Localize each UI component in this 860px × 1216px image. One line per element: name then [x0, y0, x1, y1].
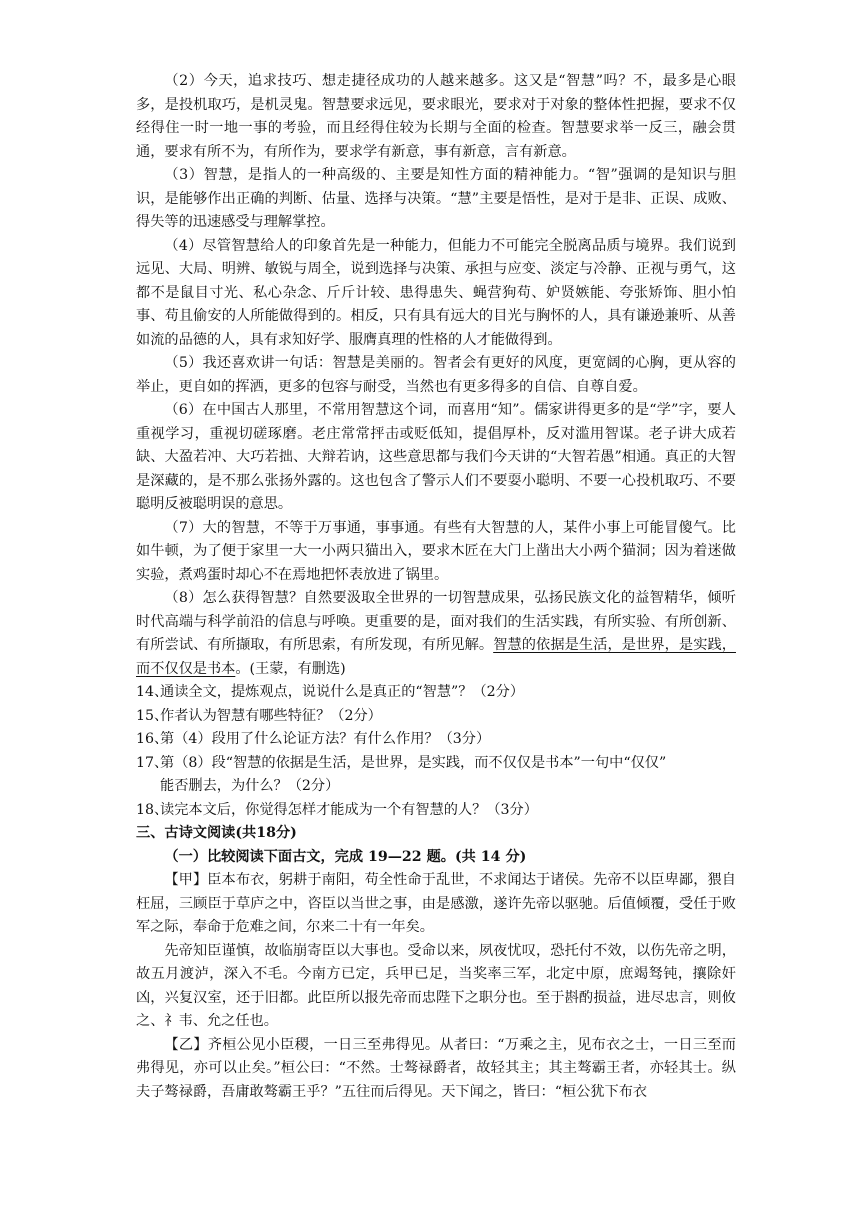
paragraph-5: （5）我还喜欢讲一句话：智慧是美丽的。智者会有更好的风度，更宽阔的心胸，更从容的举止，更自如的挥洒，更多的包容与耐受，当然也有更多得多的自信、自尊自爱。: [136, 355, 736, 395]
question-17-continued: 能否删去，为什么？（2分）: [160, 778, 340, 794]
question-17: [136, 752, 736, 776]
question-text: 作者认为智慧有哪些特征？（2分）: [160, 707, 382, 724]
question-number: 16、: [136, 731, 169, 747]
section-3-title: 三、古诗文阅读(共18分): [136, 825, 297, 841]
source-note: 。(王蒙，有删选): [235, 660, 346, 677]
question-number: 15、: [136, 707, 169, 724]
question-14: [136, 681, 736, 705]
paragraph-2: （2）今天，追求技巧、想走捷径成功的人越来越多。这又是“智慧”吗？不，最多是心眼多，是投机取巧，是机灵鬼。智慧要求远见，要求眼光，要求对于对象的整体性把握，要求不仅经得住一时一地一事的考验，而且经得住较为长期与全面的检查。智慧要求举一反三，融会贯通，要求有所不为，有所作为，要求学有新意，事有新意，言有新意。: [136, 73, 736, 160]
underlined-sentence: 智慧的依据是生活，是世界，是实践，而不仅仅是书本: [136, 637, 736, 677]
question-text: 读完本文后，你觉得怎样才能成为一个有智慧的人？（3分）: [160, 801, 538, 818]
question-number: 18、: [136, 801, 169, 818]
paragraph-8: [136, 587, 736, 681]
question-18: [136, 799, 736, 823]
subsection-1-title: （一）比较阅读下面古文，完成 19—22 题。(共 14 分): [164, 848, 527, 865]
paragraph-3: （3）智慧，是指人的一种高级的、主要是知性方面的精神能力。“智”强调的是知识与胆识，是能够作出正确的判断、估量、选择与决策。“慧”主要是悟性，是对于是非、正误、成败、得失等的迅速感受与理解掌控。: [136, 167, 736, 230]
question-text: 第（4）段用了什么论证方法？有什么作用？（3分）: [160, 731, 491, 747]
question-text: 通读全文，提炼观点，说说什么是真正的“智慧”？（2分）: [160, 684, 525, 700]
question-15: [136, 705, 736, 729]
question-16: [136, 728, 736, 752]
question-text: 第（8）段“智慧的依据是生活，是世界，是实践，而不仅仅是书本”一句中“仅仅”: [160, 754, 667, 771]
paragraph-8-text: （8）怎么获得智慧？自然要汲取全世界的一切智慧成果，弘扬民族文化的益智精华，倾听时代高端与科学前沿的信息与呼唤。更重要的是，面对我们的生活实践，有所实验、有所创新、有所尝试、有所撷取，有所思索，有所发现，有所见解。: [136, 590, 736, 653]
classical-text-yi: 【乙】齐桓公见小臣稷，一日三至弗得见。从者曰：“万乘之主，见布衣之士，一日三至而弗得见，亦可以止矣。”桓公曰：“不然。士骜禄爵者，故轻其主；其主骜霸王者，亦轻其士。纵夫子骜禄爵，吾庸敢骜霸王乎？”五往而后得见。天下闻之，皆曰：“桓公犹下布衣: [136, 1036, 736, 1100]
paragraph-7: （7）大的智慧，不等于万事通，事事通。有些有大智慧的人，某件小事上可能冒傻气。比如牛顿，为了便于家里一大一小两只猫出入，要求木匠在大门上凿出大小两个猫洞；因为着迷做实验，煮鸡蛋时却心不在焉地把怀表放进了锅里。: [136, 519, 736, 583]
question-number: 17、: [136, 754, 169, 771]
classical-text-jia-1: 【甲】臣本布衣，躬耕于南阳，苟全性命于乱世，不求闻达于诸侯。先帝不以臣卑鄙，猥自枉屈，三顾臣于草庐之中，咨臣以当世之事，由是感激，遂许先帝以驱驰。后值倾覆，受任于败军之际，奉命于危难之间，尔来二十有一年矣。: [136, 872, 736, 935]
paragraph-4: （4）尽管智慧给人的印象首先是一种能力，但能力不可能完全脱离品质与境界。我们说到远见、大局、明辨、敏锐与周全，说到选择与决策、承担与应变、淡定与冷静、正视与勇气，这都不是鼠目寸光、私心杂念、斤斤计较、患得患失、蝇营狗苟、妒贤嫉能、夸张矫饰、胆小怕事、苟且偷安的人所能做得到的。相反，只有具有远大的目光与胸怀的人，具有谦逊兼听、从善如流的品德的人，具有求知好学、服膺真理的性格的人才能做得到。: [136, 237, 736, 348]
question-number: 14、: [136, 684, 169, 700]
classical-text-jia-2: 先帝知臣谨慎，故临崩寄臣以大事也。受命以来，夙夜忧叹，恐托付不效，以伤先帝之明，故五月渡泸，深入不毛。今南方已定，兵甲已足，当奖率三军，北定中原，庶竭驽钝，攘除奸凶，兴复汉室，还于旧都。此臣所以报先帝而忠陛下之职分也。至于斟酌损益，进尽忠言，则攸之、礻韦、允之任也。: [136, 942, 736, 1029]
paragraph-6: （6）在中国古人那里，不常用智慧这个词，而喜用“知”。儒家讲得更多的是“学”字，要人重视学习，重视切磋琢磨。老庄常常抨击或贬低知，提倡厚朴，反对滥用智谋。老子讲大成若缺、大盈若冲、大巧若拙、大辩若讷，这些意思都与我们今天讲的“大智若愚”相通。真正的大智是深藏的，是不那么张扬外露的。这也包含了警示人们不要耍小聪明、不要一心投机取巧、不要聪明反被聪明误的意思。: [136, 402, 736, 512]
